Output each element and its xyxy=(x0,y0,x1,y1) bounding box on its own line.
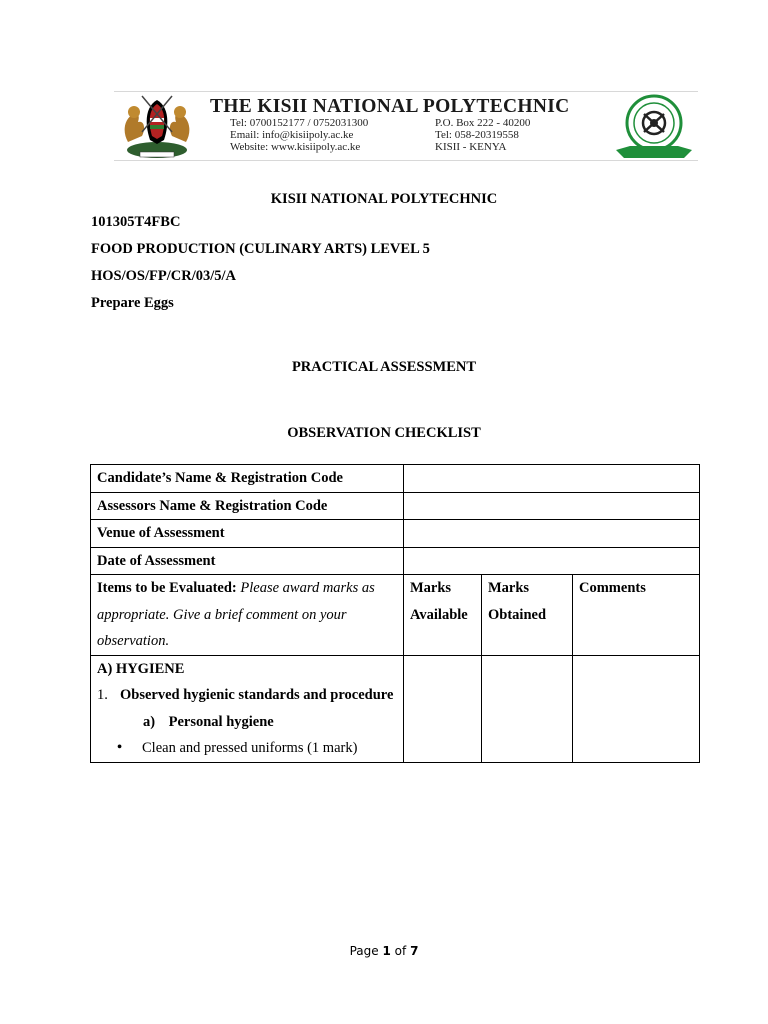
date-field[interactable] xyxy=(404,547,700,575)
letterhead-email: Email: info@kisiipoly.ac.ke xyxy=(230,129,354,141)
institution-line: KISII NATIONAL POLYTECHNIC xyxy=(270,191,498,207)
marks-available-header: Marks Available xyxy=(404,575,482,656)
table-row xyxy=(91,547,700,575)
page-footer xyxy=(0,944,768,958)
table-row xyxy=(91,520,700,548)
checklist-title: OBSERVATION CHECKLIST xyxy=(287,425,481,441)
items-instruction: Please award marks as appropriate. Give a brief comment on your observation. xyxy=(97,580,375,649)
comments-header: Comments xyxy=(573,575,700,656)
letterhead-contact-right xyxy=(435,117,530,153)
assessor-name-label: Assessors Name & Registration Code xyxy=(91,492,404,520)
venue-field[interactable] xyxy=(404,520,700,548)
table-row xyxy=(91,492,700,520)
candidate-name-field[interactable] xyxy=(404,465,700,493)
letterhead-po-box: P.O. Box 222 - 40200 xyxy=(435,117,531,129)
comments-cell[interactable] xyxy=(573,655,700,762)
assessor-name-field[interactable] xyxy=(404,492,700,520)
sub-item-a-text: Personal hygiene xyxy=(168,713,274,730)
item-number: 1. xyxy=(97,687,108,703)
polytechnic-seal-icon xyxy=(610,92,698,160)
date-label: Date of Assessment xyxy=(91,547,404,575)
current-page-number: 1 xyxy=(382,944,391,958)
candidate-name-label: Candidate’s Name & Registration Code xyxy=(91,465,404,493)
sub-item-a-label: a) xyxy=(143,713,156,730)
total-pages-number: 7 xyxy=(410,944,419,958)
letterhead-tel-2: Tel: 058-20319558 xyxy=(435,129,519,141)
sub-item-a xyxy=(97,709,397,736)
marks-obtained-cell[interactable] xyxy=(482,655,573,762)
observation-checklist-table xyxy=(90,464,700,763)
assessment-type: PRACTICAL ASSESSMENT xyxy=(291,359,477,375)
table-row xyxy=(91,655,700,762)
letterhead-tel: Tel: 0700152177 / 0752031300 xyxy=(230,117,369,129)
kenya-coat-of-arms-icon xyxy=(114,92,200,160)
of-word: of xyxy=(394,944,407,958)
marks-available-cell[interactable] xyxy=(404,655,482,762)
bullet-text: Clean and pressed uniforms (1 mark) xyxy=(142,740,358,756)
table-header-row xyxy=(91,575,700,656)
table-row xyxy=(91,465,700,493)
items-label: Items to be Evaluated: xyxy=(97,580,237,596)
items-header-cell xyxy=(91,575,404,656)
letterhead-location: KISII - KENYA xyxy=(435,141,507,153)
item-1-text: Observed hygienic standards and procedure xyxy=(120,687,394,703)
bullet-icon: • xyxy=(116,739,123,756)
letterhead-website: Website: www.kisiipoly.ac.ke xyxy=(230,141,361,153)
section-a-heading: A) HYGIENE xyxy=(97,660,185,677)
marks-obtained-header: Marks Obtained xyxy=(482,575,573,656)
course-code: 101305T4FBC xyxy=(91,214,181,230)
page-word: Page xyxy=(349,944,379,958)
letterhead-bottom-rule xyxy=(114,160,698,161)
list-item xyxy=(97,735,397,762)
letterhead-institution-name: THE KISII NATIONAL POLYTECHNIC xyxy=(210,96,570,117)
venue-label: Venue of Assessment xyxy=(91,520,404,548)
unit-title: Prepare Eggs xyxy=(91,295,174,311)
letterhead-contact-left xyxy=(230,117,368,153)
hygiene-section-cell xyxy=(91,655,404,762)
unit-code: HOS/OS/FP/CR/03/5/A xyxy=(91,268,237,284)
list-item xyxy=(97,682,397,709)
course-title: FOOD PRODUCTION (CULINARY ARTS) LEVEL 5 xyxy=(91,241,430,257)
